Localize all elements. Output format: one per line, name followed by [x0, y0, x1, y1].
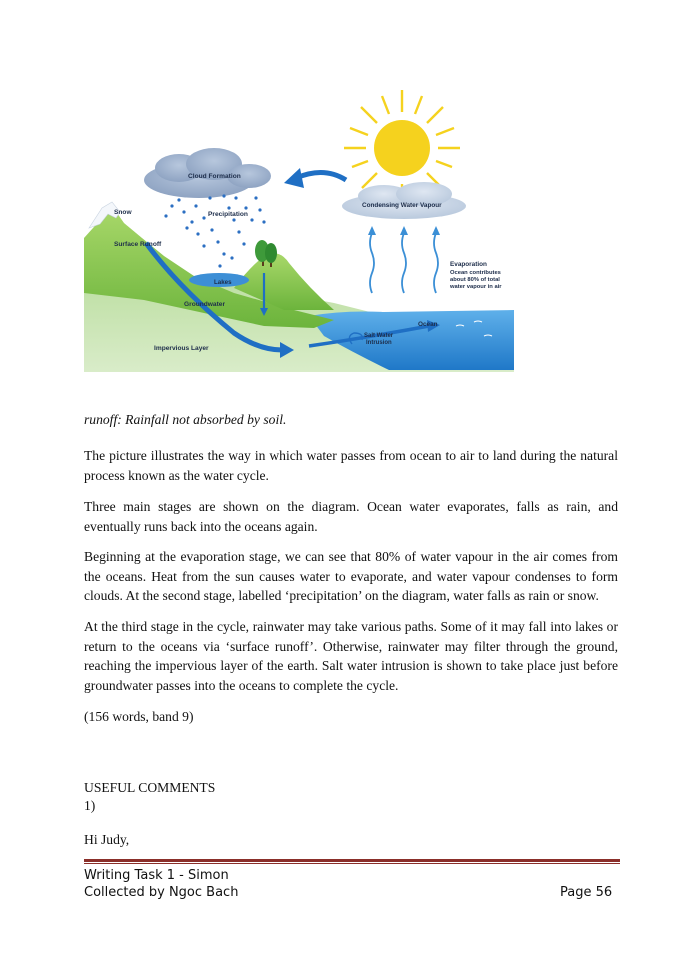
sun-icon [344, 90, 460, 200]
label-groundwater: Groundwater [184, 301, 226, 308]
greeting: Hi Judy, [84, 832, 130, 847]
label-salt-water: Salt Water [364, 333, 394, 339]
condensing-vapour-cloud [342, 182, 466, 219]
label-surface-runoff: Surface Runoff [114, 241, 162, 248]
label-snow: Snow [114, 209, 132, 216]
label-ocean-contributes-1: Ocean contributes [450, 270, 501, 276]
caption-runoff: runoff: Rainfall not absorbed by soil. [84, 412, 287, 427]
paragraph-evaporation: Beginning at the evaporation stage, we can see that 80% of water vapour in the air comes from the oceans. Heat from the sun causes water to evaporate, and water vapour condenses to form clouds. At the second stage, labelled ‘precipitation’ on the diagram, water falls as rain or snow. [84, 549, 618, 603]
water-cycle-diagram [84, 88, 514, 372]
label-ocean-contributes-3: water vapour in air [450, 284, 502, 290]
label-ocean-contributes-2: about 80% of total [450, 277, 500, 283]
paragraph-third-stage: At the third stage in the cycle, rainwater may take various paths. Some of it may fall into lakes or return to the oceans via ‘surface runoff’. Otherwise, rainwater may filter through the ground, reaching the impervious layer of the earth. Salt water intrusion is shown to take place just before groundwater passes into the oceans to complete the cycle. [84, 619, 618, 693]
label-intrusion: Intrusion [366, 340, 392, 346]
label-precipitation: Precipitation [208, 211, 248, 218]
label-condensing-water-vapour: Condensing Water Vapour [362, 202, 442, 209]
footer-rule-thin [84, 863, 620, 864]
comment-number: 1) [84, 798, 96, 813]
evaporation-arrows [370, 233, 438, 293]
paragraph-overview: Three main stages are shown on the diagram. Ocean water evaporates, falls as rain, and eventually runs back into the oceans again. [84, 499, 618, 534]
label-impervious-layer: Impervious Layer [154, 345, 209, 352]
label-ocean: Ocean [418, 321, 438, 328]
rain-drops [164, 194, 265, 267]
vapour-to-cloud-arrow [296, 172, 346, 180]
paragraph-intro: The picture illustrates the way in which water passes from ocean to air to land during the natural process known as the water cycle. [84, 448, 618, 483]
footer-page-number: Page 56 [560, 885, 613, 900]
footer-rule-thick [84, 859, 620, 862]
word-count: (156 words, band 9) [84, 709, 194, 724]
label-evaporation: Evaporation [450, 261, 487, 268]
footer-collector: Collected by Ngoc Bach [84, 885, 239, 900]
footer-title: Writing Task 1 - Simon [84, 868, 229, 883]
label-cloud-formation: Cloud Formation [188, 173, 241, 180]
label-lakes: Lakes [214, 279, 232, 286]
useful-comments-heading: USEFUL COMMENTS [84, 780, 216, 795]
